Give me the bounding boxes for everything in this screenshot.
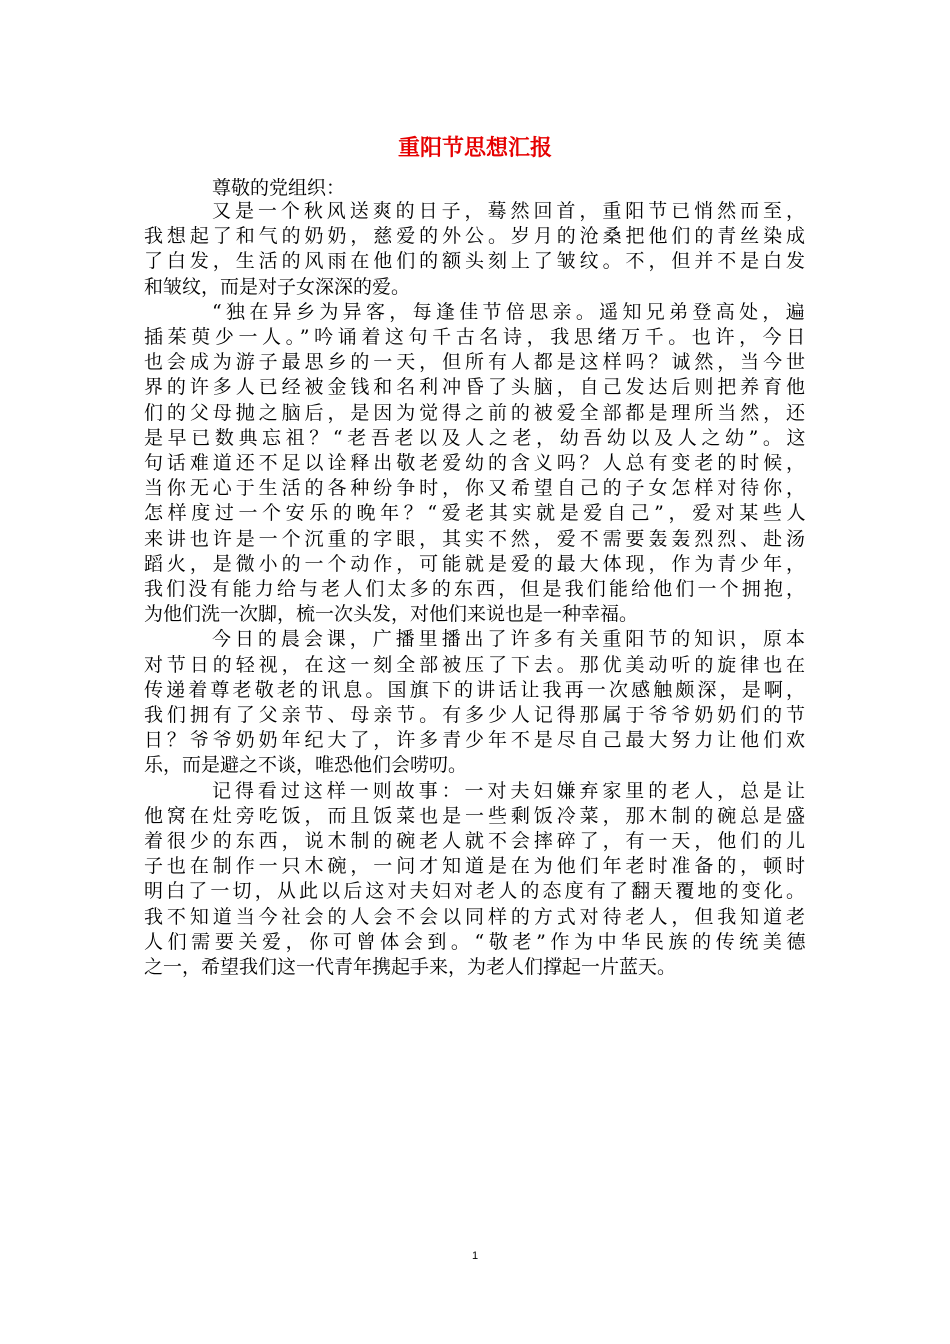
body-line: 子也在制作一只木碗，一问才知道是在为他们年老时准备的，顿时 [144,855,809,878]
body-line: 界的许多人已经被金钱和名利冲昏了头脑，自己发达后则把养育他 [144,376,809,399]
body-line: 又是一个秋风送爽的日子，蓦然回首，重阳节已悄然而至， [212,200,809,222]
body-line: 今日的晨会课，广播里播出了许多有关重阳节的知识，原本 [212,628,809,651]
body-line: 插茱萸少一人。”吟诵着这句千古名诗，我思绪万千。也许，今日 [144,326,810,348]
body-line: 是早已数典忘祖？“老吾老以及人之老，幼吾幼以及人之幼”。这 [144,426,811,449]
body-line: 和皱纹，而是对子女深深的爱。 [144,275,411,298]
body-line: 我们拥有了父亲节、母亲节。有多少人记得那属于爷爷奶奶们的节 [144,704,809,726]
body-line: 我们没有能力给与老人们太多的东西，但是我们能给他们一个拥抱， [144,578,809,600]
body-line: 了白发，生活的风雨在他们的额头刻上了皱纹。不，但并不是白发 [144,250,809,273]
body-line: 他窝在灶旁吃饭，而且饭菜也是一些剩饭冷菜，那木制的碗总是盛 [144,804,809,827]
body-line: 明白了一切，从此以后这对夫妇对老人的态度有了翻天覆地的变化。 [144,880,809,903]
body-line: 着很少的东西，说木制的碗老人就不会摔碎了，有一天，他们的儿 [144,830,809,852]
body-line: 怎样度过一个安乐的晚年？“爱老其实就是爱自己”，爱对某些人 [144,502,811,525]
salutation: 尊敬的党组织： [212,177,346,199]
body-line: 们的父母抛之脑后，是因为觉得之前的被爱全部都是理所当然，还 [144,401,809,424]
body-line: 为他们洗一次脚，梳一次头发，对他们来说也是一种幸福。 [144,603,639,626]
body-line: “独在异乡为异客，每逢佳节倍思亲。遥知兄弟登高处，遍 [212,300,810,323]
body-line: 记得看过这样一则故事：一对夫妇嫌弃家里的老人，总是让 [212,779,809,802]
body-line: 句话难道还不足以诠释出敬老爱幼的含义吗？人总有变老的时候， [144,452,809,474]
body-line: 日？爷爷奶奶年纪大了，许多青少年不是尽自己最大努力让他们欢 [144,729,809,752]
body-line: 蹈火，是微小的一个动作，可能就是爱的最大体现，作为青少年， [144,552,809,575]
document-title: 重阳节思想汇报 [397,135,552,161]
body-line: 来讲也许是一个沉重的字眼，其实不然，爱不需要轰轰烈烈、赴汤 [144,527,809,550]
body-line: 也会成为游子最思乡的一天，但所有人都是这样吗？诚然，当今世 [144,351,809,374]
body-line: 我不知道当今社会的人会不会以同样的方式对待老人，但我知道老 [144,905,809,928]
body-line: 当你无心于生活的各种纷争时，你又希望自己的子女怎样对待你， [144,477,809,500]
body-line: 人们需要关爱，你可曾体会到。“敬老”作为中华民族的传统美德 [144,930,811,953]
body-line: 对节日的轻视，在这一刻全部被压了下去。那优美动听的旋律也在 [144,653,809,676]
body-line: 乐，而是避之不谈，唯恐他们会唠叨。 [144,754,468,777]
body-line: 之一，希望我们这一代青年携起手来，为老人们撑起一片蓝天。 [144,956,677,978]
body-line: 我想起了和气的奶奶，慈爱的外公。岁月的沧桑把他们的青丝染成 [144,225,809,248]
body-line: 传递着尊老敬老的讯息。国旗下的讲话让我再一次感触颇深，是啊， [144,678,809,701]
page-number: 1 [471,1250,479,1262]
